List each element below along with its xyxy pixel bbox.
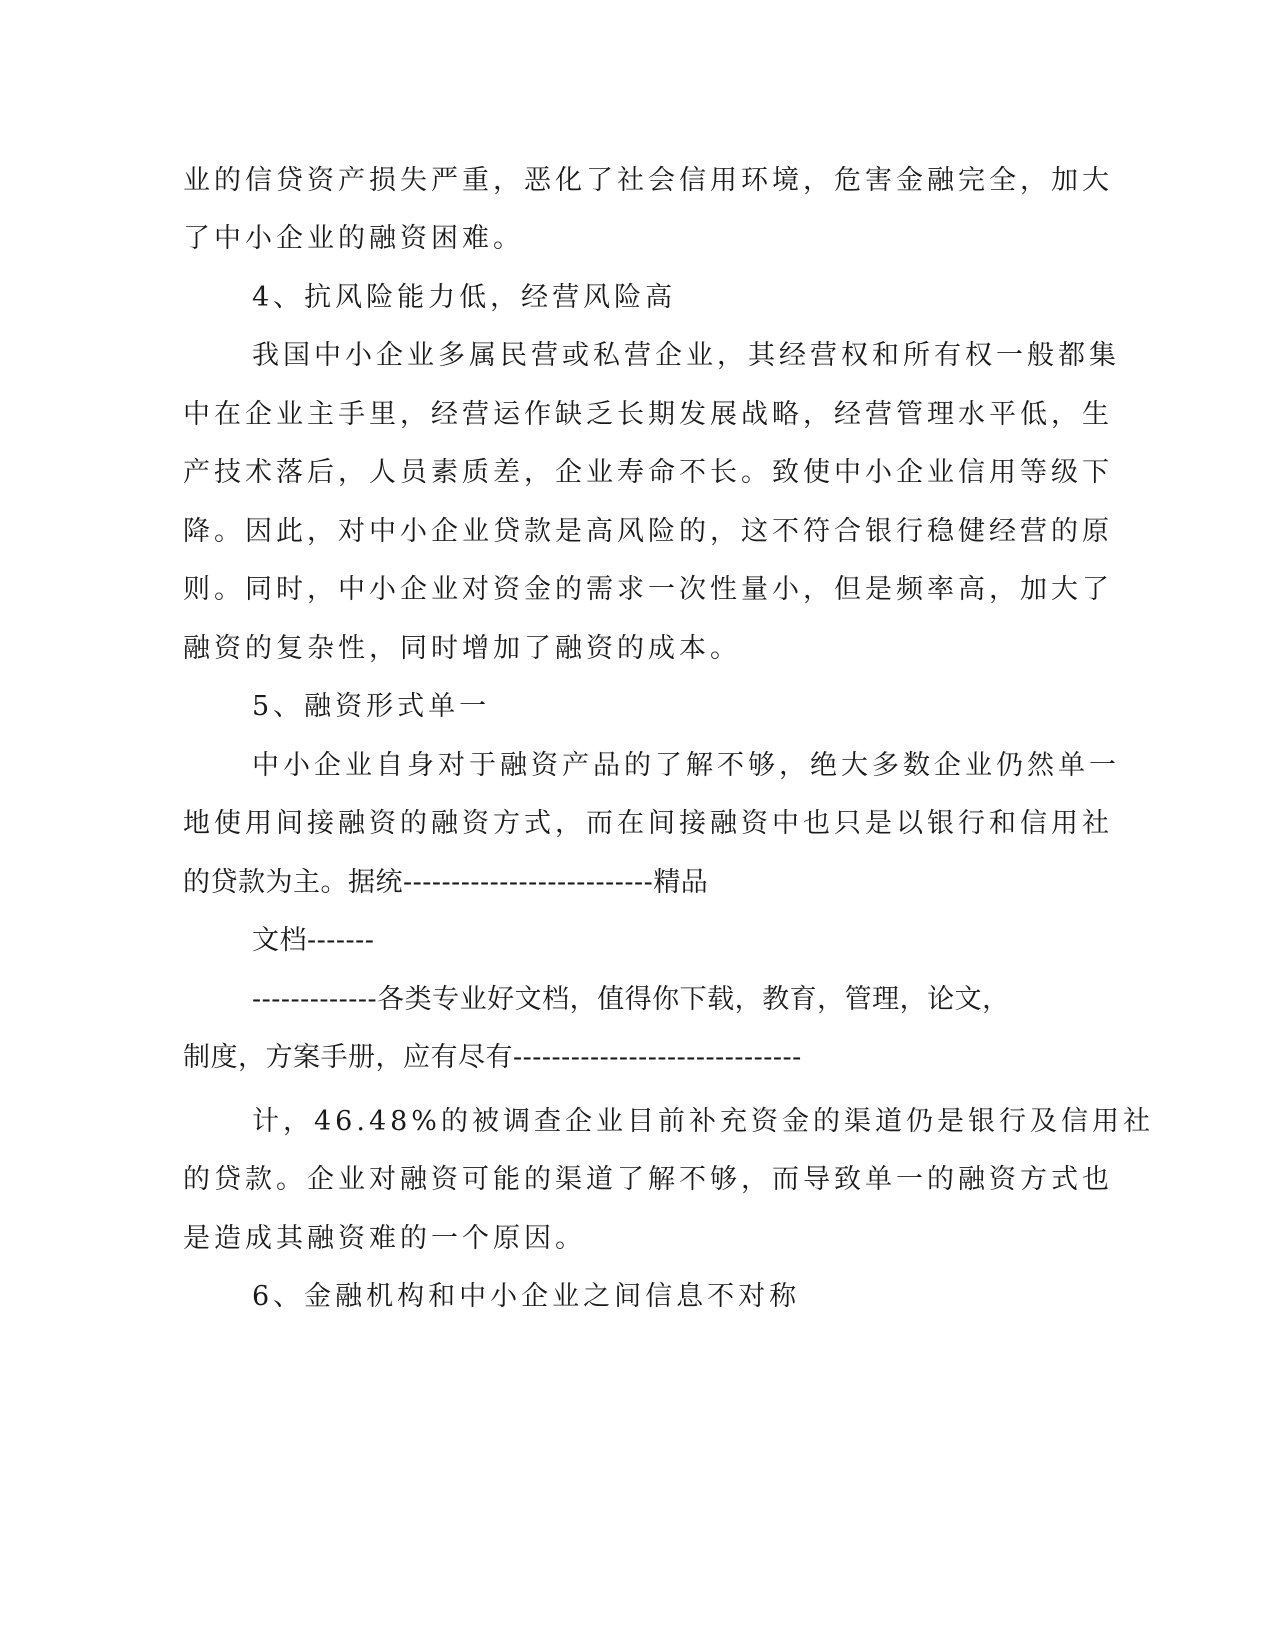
paragraph-line: 则。同时，中小企业对资金的需求一次性量小，但是频率高，加大了 <box>183 574 1113 605</box>
paragraph-line: 是造成其融资难的一个原因。 <box>183 1223 586 1254</box>
paragraph-line: 业的信贷资产损失严重，恶化了社会信用环境，危害金融完全，加大 <box>183 165 1113 196</box>
watermark-line: 文档------- <box>252 925 375 956</box>
watermark-line: 制度，方案手册，应有尽有------------------------------ <box>183 1042 802 1073</box>
section-heading: 6、金融机构和中小企业之间信息不对称 <box>252 1281 801 1312</box>
paragraph-line: 中小企业自身对于融资产品的了解不够，绝大多数企业仍然单一 <box>252 750 1120 781</box>
section-heading: 5、融资形式单一 <box>252 691 491 722</box>
paragraph-line: 地使用间接融资的融资方式，而在间接融资中也只是以银行和信用社 <box>183 808 1113 839</box>
paragraph-line: 中在企业主手里，经营运作缺乏长期发展战略，经营管理水平低，生 <box>183 399 1113 430</box>
paragraph-line: 了中小企业的融资困难。 <box>183 223 524 254</box>
paragraph-line: 产技术落后，人员素质差，企业寿命不长。致使中小企业信用等级下 <box>183 457 1113 488</box>
paragraph-line: 降。因此，对中小企业贷款是高风险的，这不符合银行稳健经营的原 <box>183 516 1113 547</box>
paragraph-line: 的贷款。企业对融资可能的渠道了解不够，而导致单一的融资方式也 <box>183 1164 1113 1195</box>
paragraph-line: 融资的复杂性，同时增加了融资的成本。 <box>183 633 741 664</box>
paragraph-line: 我国中小企业多属民营或私营企业，其经营权和所有权一般都集 <box>252 340 1120 371</box>
paragraph-line: 的贷款为主。据统--------------------------精品 <box>183 867 709 898</box>
section-heading: 4、抗风险能力低，经营风险高 <box>252 282 677 313</box>
watermark-line: -------------各类专业好文档，值得你下载，教育，管理，论文， <box>252 984 1010 1015</box>
paragraph-line: 计，46.48%的被调查企业目前补充资金的渠道仍是银行及信用社 <box>252 1106 1154 1137</box>
